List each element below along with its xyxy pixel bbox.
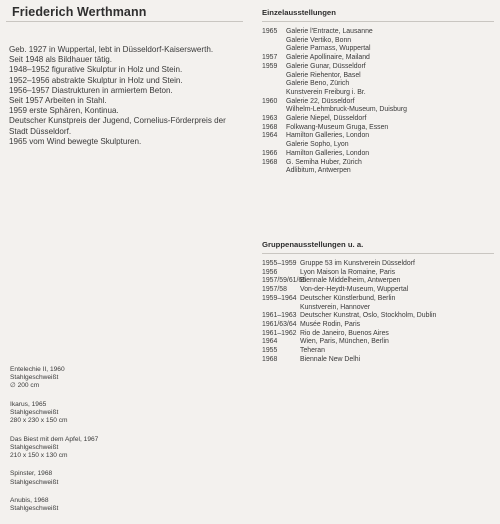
exhibition-row: [262, 132, 407, 141]
exhibition-venue: Deutscher Künstlerbund, Berlin: [300, 294, 396, 302]
exhibition-year: 1959: [262, 62, 278, 70]
exhibition-row: [262, 347, 436, 356]
exhibition-year: 1968: [262, 158, 278, 166]
exhibition-row: [262, 106, 407, 115]
bio-line: Stadt Düsseldorf.: [9, 126, 72, 136]
exhibition-venue: Galerie Apollinaire, Mailand: [286, 54, 370, 62]
exhibition-year: 1964: [262, 338, 278, 346]
exhibition-year: 1957: [262, 54, 278, 62]
exhibition-year: 1965: [262, 28, 278, 35]
exhibition-venue: Rio de Janeiro, Buenos Aires: [300, 329, 389, 337]
exhibition-year: 1964: [262, 132, 278, 140]
solo-exhibitions-heading: Einzelausstellungen: [262, 8, 336, 17]
work-dimensions: 210 x 150 x 130 cm: [10, 452, 68, 459]
exhibition-year: 1956: [262, 268, 278, 276]
exhibition-row: [262, 286, 436, 295]
exhibition-year: 1968: [262, 123, 278, 131]
exhibition-year: [262, 167, 286, 176]
exhibition-year: 1966: [262, 149, 278, 157]
work-title: Das Biest mit dem Apfel, 1967: [10, 435, 99, 443]
exhibition-year: 1961–1962: [262, 329, 297, 337]
exhibition-venue: Galerie Riehentor, Basel: [286, 71, 361, 79]
works-list: [10, 366, 98, 524]
exhibition-year: [262, 89, 286, 98]
exhibition-venue: Galerie Niepel, Düsseldorf: [286, 115, 367, 123]
bio-line: Geb. 1927 in Wuppertal, lebt in Düsseldorf-Kaiserswerth.: [9, 45, 214, 54]
bio-line: 1956–1957 Diastrukturen in armiertem Beton.: [9, 85, 173, 95]
exhibition-row: [262, 167, 407, 176]
exhibition-venue: Wilhelm-Lehmbruck-Museum, Duisburg: [286, 106, 408, 114]
work-caption: [10, 366, 98, 391]
exhibition-row: [262, 330, 436, 339]
group-exhibitions-list: [262, 260, 436, 364]
bio-line: 1952–1956 abstrakte Skulptur in Holz und Stein.: [9, 75, 183, 85]
bio-line: Seit 1948 als Bildhauer tätig.: [9, 55, 113, 65]
exhibition-row: [262, 141, 407, 150]
exhibition-venue: Gruppe 53 im Kunstverein Düsseldorf: [300, 260, 415, 267]
bio-line: 1948–1952 figurative Skulptur in Holz und Stein.: [9, 65, 183, 75]
exhibition-year: [262, 72, 286, 81]
group-exhibitions-heading: Gruppenausstellungen u. a.: [262, 240, 364, 249]
exhibition-venue: Biennale New Delhi: [300, 355, 361, 363]
work-material: Stahlgeschweißt: [10, 505, 59, 513]
bio-line: Seit 1957 Arbeiten in Stahl.: [9, 96, 107, 106]
exhibition-venue: G. Semiha Huber, Zürich: [286, 158, 362, 166]
exhibition-venue: Galerie 22, Düsseldorf: [286, 97, 355, 105]
exhibition-venue: Lyon Maison la Romaine, Paris: [300, 268, 396, 276]
work-title: Spinster, 1968: [10, 470, 53, 478]
biography: [9, 45, 259, 147]
exhibition-row: [262, 89, 407, 98]
work-title: Entelechie II, 1960: [10, 366, 65, 373]
exhibition-venue: Biennale Middelheim, Antwerpen: [300, 277, 401, 285]
exhibition-year: 1963: [262, 115, 278, 123]
work-caption: [10, 470, 98, 486]
exhibition-row: [262, 338, 436, 347]
exhibition-row: [262, 72, 407, 81]
exhibition-year: [262, 304, 300, 313]
exhibition-row: [262, 45, 407, 54]
exhibition-venue: Galerie l'Entracte, Lausanne: [286, 28, 373, 35]
exhibition-venue: Galerie Beno, Zürich: [286, 80, 350, 88]
work-title: Ikarus, 1965: [10, 400, 47, 408]
work-dimensions: ∅ 200 cm: [10, 382, 40, 390]
exhibition-year: 1961–1963: [262, 312, 297, 320]
exhibition-row: [262, 98, 407, 107]
exhibition-row: [262, 28, 407, 37]
work-caption: [10, 401, 98, 426]
exhibition-venue: Teheran: [300, 347, 325, 355]
exhibition-row: [262, 356, 436, 365]
exhibition-year: 1957/58: [262, 286, 287, 294]
exhibition-row: [262, 63, 407, 72]
exhibition-row: [262, 304, 436, 313]
work-material: Stahlgeschweißt: [10, 478, 59, 486]
exhibition-year: 1968: [262, 355, 278, 363]
exhibition-row: [262, 150, 407, 159]
exhibition-row: [262, 54, 407, 63]
group-exhibitions-divider: [262, 253, 494, 254]
work-material: Stahlgeschweißt: [10, 443, 59, 451]
exhibition-year: [262, 141, 286, 150]
exhibition-year: 1959–1964: [262, 294, 297, 302]
exhibition-venue: Hamilton Galleries, London: [286, 132, 370, 140]
exhibition-year: 1957/59/61/65: [262, 277, 307, 285]
exhibition-year: [262, 45, 286, 54]
exhibition-year: 1955: [262, 347, 278, 355]
work-material: Stahlgeschweißt: [10, 374, 59, 382]
exhibition-row: [262, 312, 436, 321]
exhibition-row: [262, 159, 407, 168]
artist-name: Friederich Werthmann: [12, 5, 147, 19]
exhibition-venue: Adlibitum, Antwerpen: [286, 167, 351, 175]
exhibition-row: [262, 115, 407, 124]
exhibition-venue: Von-der-Heydt-Museum, Wuppertal: [300, 286, 409, 294]
exhibition-year: [262, 37, 286, 46]
exhibition-row: [262, 37, 407, 46]
solo-exhibitions-divider: [262, 21, 494, 22]
work-caption: [10, 497, 98, 513]
exhibition-row: [262, 277, 436, 286]
exhibition-venue: Galerie Sopho, Lyon: [286, 141, 349, 149]
solo-exhibitions-list: [262, 28, 407, 176]
exhibition-venue: Galerie Parnass, Wuppertal: [286, 45, 371, 53]
exhibition-year: 1961/63/64: [262, 320, 297, 328]
exhibition-venue: Wien, Paris, München, Berlin: [300, 338, 389, 346]
work-dimensions: 280 x 230 x 150 cm: [10, 417, 68, 425]
bio-line: 1959 erste Sphären, Kontinua.: [9, 106, 119, 116]
exhibition-year: [262, 80, 286, 89]
exhibition-year: [262, 106, 286, 115]
exhibition-venue: Kunstverein, Hannover: [300, 303, 371, 311]
exhibition-venue: Folkwang-Museum Gruga, Essen: [286, 123, 389, 131]
exhibition-row: [262, 80, 407, 89]
exhibition-venue: Galerie Vertiko, Bonn: [286, 36, 352, 44]
exhibition-row: [262, 260, 436, 269]
bio-line: Deutscher Kunstpreis der Jugend, Cornelius-Förderpreis der: [9, 116, 226, 126]
exhibition-row: [262, 321, 436, 330]
exhibition-row: [262, 295, 436, 304]
work-material: Stahlgeschweißt: [10, 409, 59, 416]
exhibition-year: 1960: [262, 97, 278, 105]
exhibition-year: 1955–1959: [262, 260, 297, 267]
exhibition-venue: Musée Rodin, Paris: [300, 320, 361, 328]
bio-line: 1965 vom Wind bewegte Skulpturen.: [9, 136, 142, 146]
exhibition-venue: Galerie Gunar, Düsseldorf: [286, 62, 366, 70]
exhibition-venue: Kunstverein Freiburg i. Br.: [286, 88, 366, 96]
work-caption: [10, 436, 98, 461]
exhibition-venue: Hamilton Galleries, London: [286, 149, 370, 157]
title-divider: [6, 21, 243, 22]
exhibition-row: [262, 124, 407, 133]
exhibition-venue: Deutscher Kunstrat, Oslo, Stockholm, Dublin: [300, 312, 437, 320]
work-title: Anubis, 1968: [10, 496, 49, 504]
exhibition-row: [262, 269, 436, 278]
